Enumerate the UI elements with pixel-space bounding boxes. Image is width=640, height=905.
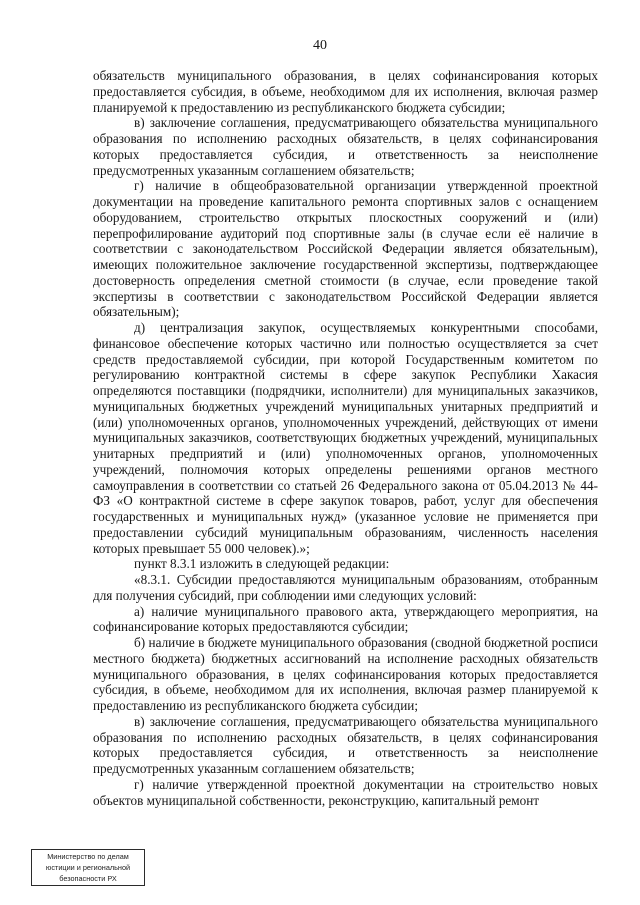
paragraph-continuation: обязательств муниципального образования, в целях софинансирования которых предоставляется субсидия, в объеме, необходимом для их исполнения, включая размер планируемой к предоставлению из республиканского бюджета субсидии; [93,68,598,115]
paragraph-item-b: б) наличие в бюджете муниципального образования (сводной бюджетной росписи местного бюджета) бюджетных ассигнований на исполнение расходных обязательств муниципального образования, в целях софинансирования которых предоставляется субсидия, в объеме, необходимом для их исполнения, включая размер планируемой к предоставлению из республиканского бюджета субсидии; [93,635,598,713]
paragraph-item-g: г) наличие в общеобразовательной организации утвержденной проектной документации на проведение капитального ремонта спортивных залов с оснащением оборудованием, строительство открытых плоскостных сооружений и (или) перепрофилирование аудиторий под спортивные залы (в случае если её наличие в соответствии с законодательством Российской Федерации является обязательным), имеющих положительное заключение государственной экспертизы, подтверждающее достоверность определения сметной стоимости (в случае, если проведение такой экспертизы в соответствии с законодательством Российской Федерации является обязательным); [93,178,598,320]
page-number: 40 [313,38,327,53]
registration-stamp [31,849,145,886]
document-body [93,68,598,808]
paragraph-item-v-2: в) заключение соглашения, предусматривающего обязательства муниципального образования по исполнению расходных обязательств, в целях софинансирования которых предоставляется субсидия, и ответственность за неисполнение предусмотренных указанным соглашением обязательств; [93,713,598,776]
paragraph-item-g-2: г) наличие утвержденной проектной документации на строительство новых объектов муниципальной собственности, реконструкцию, капитальный ремонт [93,776,598,808]
paragraph-clause-8-3-1: «8.3.1. Субсидии предоставляются муниципальным образованиям, отобранным для получения субсидий, при соблюдении ими следующих условий: [93,572,598,603]
paragraph-item-v: в) заключение соглашения, предусматривающего обязательства муниципального образования по исполнению расходных обязательств, в целях софинансирования которых предоставляется субсидия, и ответственность за неисполнение предусмотренных указанным соглашением обязательств; [93,115,598,178]
paragraph-item-a: а) наличие муниципального правового акта, утверждающего мероприятия, на софинансирование которых предоставляются субсидии; [93,603,598,635]
stamp-line: Министерство по делам [47,852,129,861]
paragraph-item-d: д) централизация закупок, осуществляемых конкурентными способами, финансовое обеспечение которых частично или полностью осуществляется за счет средств предоставляемой субсидии, при которой Государственным комитетом по регулированию контрактной системы в сфере закупок Республики Хакасия определяются поставщики (подрядчики, исполнители) для муниципальных заказчиков, муниципальных бюджетных учреждений муниципальных унитарных предприятий и (или) уполномоченных органов, уполномоченных учреждений, действующих от имени муниципальных заказчиков, соответствующих бюджетных учреждений, муниципальных унитарных предприятий и (или) уполномоченных органов, уполномоченных учреждений, полномочия которых определены решениями органов местного самоуправления в соответствии со статьей 26 Федерального закона от 05.04.2013 № 44-ФЗ «О контрактной системе в сфере закупок товаров, работ, услуг для обеспечения государственных и муниципальных нужд» (указанное условие не применяется при предоставлении субсидий муниципальным образованиям, численность населения которых превышает 55 000 человек).»; [93,320,598,556]
paragraph-amendment-intro: пункт 8.3.1 изложить в следующей редакции: [134,556,390,572]
stamp-line: юстиции и региональной [45,863,131,872]
stamp-line: безопасности РХ [59,874,117,883]
